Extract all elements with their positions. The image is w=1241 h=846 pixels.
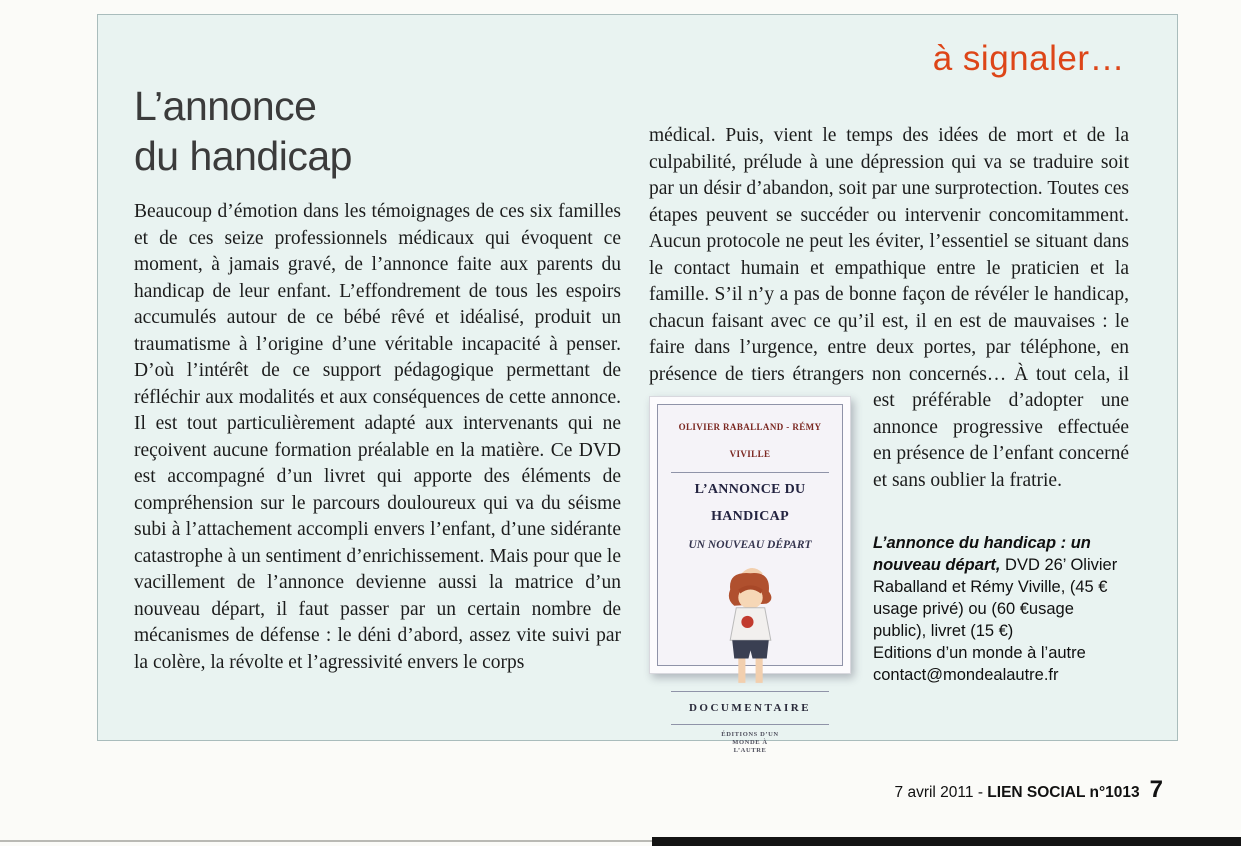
dvd-subtitle: UN NOUVEAU DÉPART [688,539,812,551]
footer-page-number: 7 [1149,776,1163,803]
article-column-left [134,199,621,676]
caption-publisher: Editions d’un monde à l’autre [873,644,1086,662]
caption-details: DVD 26’ Olivier Raballand et Rémy Viville, (45 € usage privé) ou (60 €usage public), livret (15 €) [873,556,1118,640]
body-text-right-part1: médical. Puis, vient le temps des idées de mort et de la culpabilité, prélude à une dépression qui va se traduire soit par un désir d’abandon, soit par une surprotection. Toutes ces étapes peuvent se succéder ou intervenir concomitamment. Aucun protocole ne peut les éviter, l’essentiel se situant dans le contact humain et empathique entre le praticien et la famille. S’il n’y a pas de bonne façon de révéler le handicap, chacun faisant avec ce qu’il est, il en est de mauvaises : le faire dans l’urgence, entre deux portes, par téléphone, en présence de tiers étrangers non concernés… À tout [649,125,1129,385]
dvd-genre-label: DOCUMENTAIRE [671,691,829,726]
caption-title: L’annonce du handicap : un nouveau départ, [873,534,1091,574]
footer-journal-name: LIEN SOCIAL n°1013 [987,784,1140,801]
dvd-photo-frame [649,396,851,754]
caption-email: contact@mondealautre.fr [873,666,1059,684]
section-header: à signaler… [932,39,1125,78]
footer-date: 7 avril 2011 - [894,784,988,801]
magazine-page [97,14,1178,754]
article-title-line1: L’annonce [134,83,317,129]
body-text-right-part2: cela, il est préférable d’adopter une annonce progressive effectuée en présence de l’enfant concerné et sans oublier la fratrie. [873,363,1130,491]
dvd-cover [657,404,843,754]
dvd-publisher-logo: ÉDITIONS D’UN MONDE À L’AUTRE [721,731,779,754]
article-title [134,81,352,181]
article-title-line2: du handicap [134,133,352,180]
page-footer [895,776,1163,804]
dvd-title: L’ANNONCE DU HANDICAP [694,482,806,524]
dvd-illustration [658,559,842,691]
dvd-authors: OLIVIER RABALLAND - RÉMY VIVILLE [678,422,822,459]
article-column-right [649,123,1130,754]
body-text-left: Beaucoup d’émotion dans les témoignages de ces six familles et de ces seize professionnels médicaux qui évoquent ce moment, à jamais gravé, de l’annonce faite aux parents du handicap de leur enfant. L’effondrement de tous les espoirs accumulés autour de ce bébé rêvé et idéalisé, produit un traumatisme à l’origine d’une véritable incapacité à penser. D’où l’intérêt de ce support pédagogique permettant de réfléchir aux modalités et aux conséquences de cette annonce. Il est tout particulièrement adapté aux intervenants qui ne reçoivent aucune formation préalable en la matière. Ce DVD est accompagné d’un livret qui apporte des éléments de compréhension sur le parcours douloureux qui va du séisme subi à l’attachement accompli envers l’enfant, d’une sidérante catastrophe à un sentiment d’enrichissement. Mais pour que le vacillement de l’annonce devienne aussi la matrice d’un nouveau départ, il faut passer par un certain nombre de mécanismes de défense : le déni d’abord, assez vite suivi par la colère, la révolte et l’agressivité envers le corps [134,201,621,673]
dvd-divider-top [671,472,829,473]
dvd-cover-photo [649,396,851,754]
scan-artifact-bar [652,837,1241,846]
